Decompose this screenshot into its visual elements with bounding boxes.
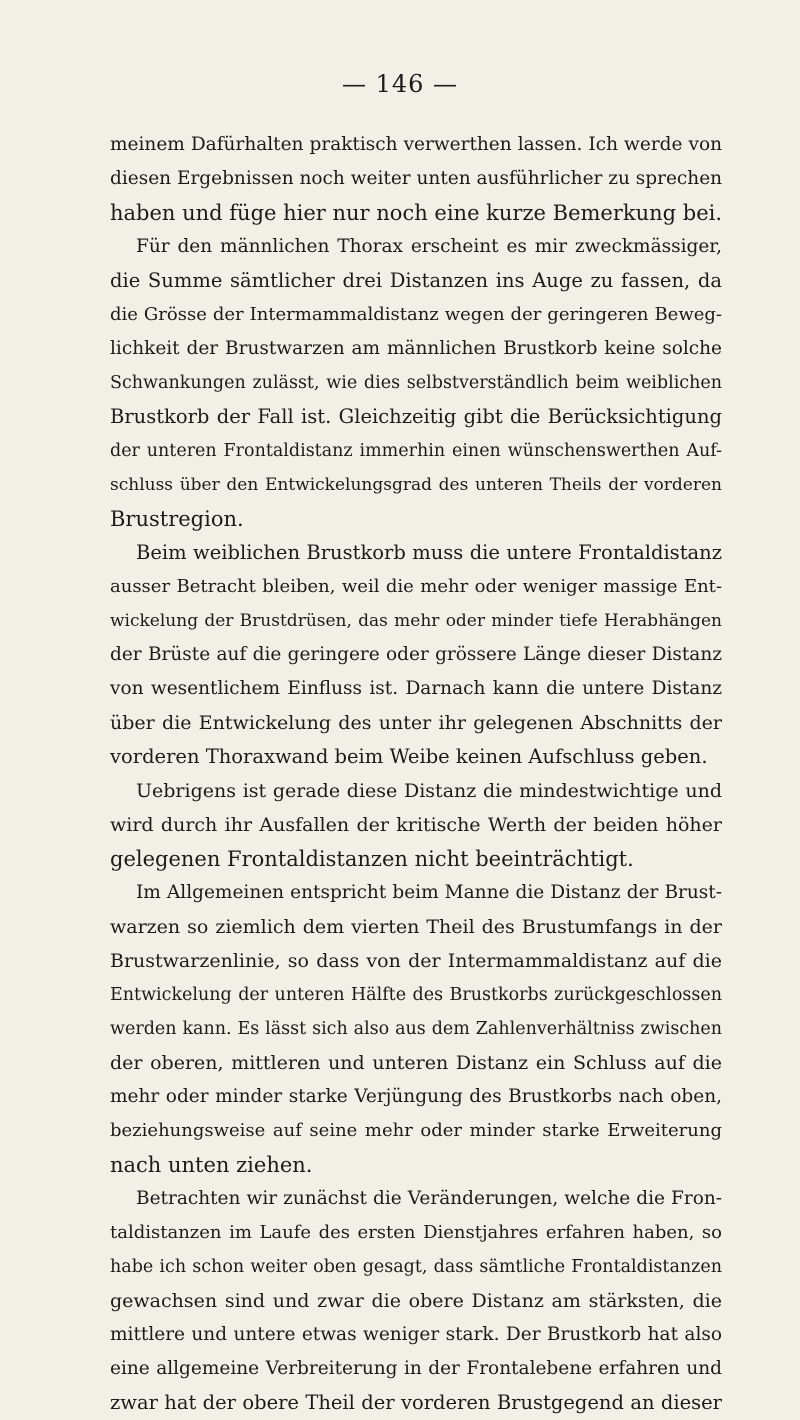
text-line: die Summe sämtlicher drei Distanzen ins Auge zu fassen, da: [110, 269, 722, 292]
text-line: Uebrigens ist gerade diese Distanz die mindestwichtige und: [136, 780, 722, 802]
text-line: diesen Ergebnissen noch weiter unten ausführlicher zu sprechen: [110, 168, 722, 189]
text-line: schluss über den Entwickelungsgrad des unteren Theils der vorderen: [110, 475, 722, 495]
text-line: mehr oder minder starke Verjüngung des Brustkorbs nach oben,: [110, 1086, 722, 1107]
text-line: von wesentlichem Einfluss ist. Darnach kann die untere Distanz: [110, 678, 722, 699]
text-line: der oberen, mittleren und unteren Distanz ein Schluss auf die: [110, 1052, 722, 1074]
text-line: habe ich schon weiter oben gesagt, dass sämtliche Frontaldistanzen: [110, 1257, 722, 1277]
text-line: ausser Betracht bleiben, weil die mehr oder weniger massige Ent-: [110, 576, 722, 597]
text-line: Brustregion.: [110, 507, 244, 531]
text-line: Beim weiblichen Brustkorb muss die untere Frontaldistanz: [136, 541, 722, 564]
text-line: beziehungsweise auf seine mehr oder minder starke Erweiterung: [110, 1120, 722, 1141]
text-line: Betrachten wir zunächst die Veränderungen, welche die Fron-: [136, 1188, 722, 1209]
text-line: über die Entwickelung des unter ihr gelegenen Abschnitts der: [110, 712, 722, 734]
text-line: Brustwarzenlinie, so dass von der Intermammaldistanz auf die: [110, 950, 722, 972]
text-line: lichkeit der Brustwarzen am männlichen Brustkorb keine solche: [110, 338, 722, 359]
text-line: taldistanzen im Laufe des ersten Dienstjahres erfahren haben, so: [110, 1222, 722, 1243]
text-line: Brustkorb der Fall ist. Gleichzeitig gibt die Berücksichtigung: [110, 405, 722, 428]
text-line: wickelung der Brustdrüsen, das mehr oder minder tiefe Herabhängen: [110, 611, 722, 631]
page-number: — 146 —: [341, 70, 459, 98]
text-line: zwar hat der obere Theil der vorderen Brustgegend an dieser: [110, 1391, 722, 1414]
text-line: werden kann. Es lässt sich also aus dem Zahlenverhältniss zwischen: [110, 1019, 722, 1039]
text-line: mittlere und untere etwas weniger stark. Der Brustkorb hat also: [110, 1324, 722, 1345]
text-line: Schwankungen zulässt, wie dies selbstverständlich beim weiblichen: [110, 373, 722, 393]
text-line: Im Allgemeinen entspricht beim Manne die Distanz der Brust-: [136, 882, 722, 903]
body-text: [110, 128, 722, 1420]
text-line: wird durch ihr Ausfallen der kritische Werth der beiden höher: [110, 814, 722, 836]
text-line: der unteren Frontaldistanz immerhin einen wünschenswerthen Auf-: [110, 441, 722, 461]
text-line: nach unten ziehen.: [110, 1153, 313, 1177]
text-line: Entwickelung der unteren Hälfte des Brustkorbs zurückgeschlossen: [110, 985, 722, 1005]
text-line: der Brüste auf die geringere oder grössere Länge dieser Distanz: [110, 644, 722, 665]
text-line: meinem Dafürhalten praktisch verwerthen lassen. Ich werde von: [110, 134, 722, 155]
text-line: die Grösse der Intermammaldistanz wegen der geringeren Beweg-: [110, 304, 722, 325]
text-line: Für den männlichen Thorax erscheint es mir zweckmässiger,: [136, 236, 722, 257]
text-line: haben und füge hier nur noch eine kurze Bemerkung bei.: [110, 201, 722, 225]
text-line: gelegenen Frontaldistanzen nicht beeinträchtigt.: [110, 847, 634, 871]
text-line: eine allgemeine Verbreiterung in der Frontalebene erfahren und: [110, 1358, 722, 1379]
text-line: warzen so ziemlich dem vierten Theil des Brustumfangs in der: [110, 916, 722, 938]
text-line: gewachsen sind und zwar die obere Distanz am stärksten, die: [110, 1290, 722, 1312]
text-line: vorderen Thoraxwand beim Weibe keinen Aufschluss geben.: [110, 745, 708, 768]
